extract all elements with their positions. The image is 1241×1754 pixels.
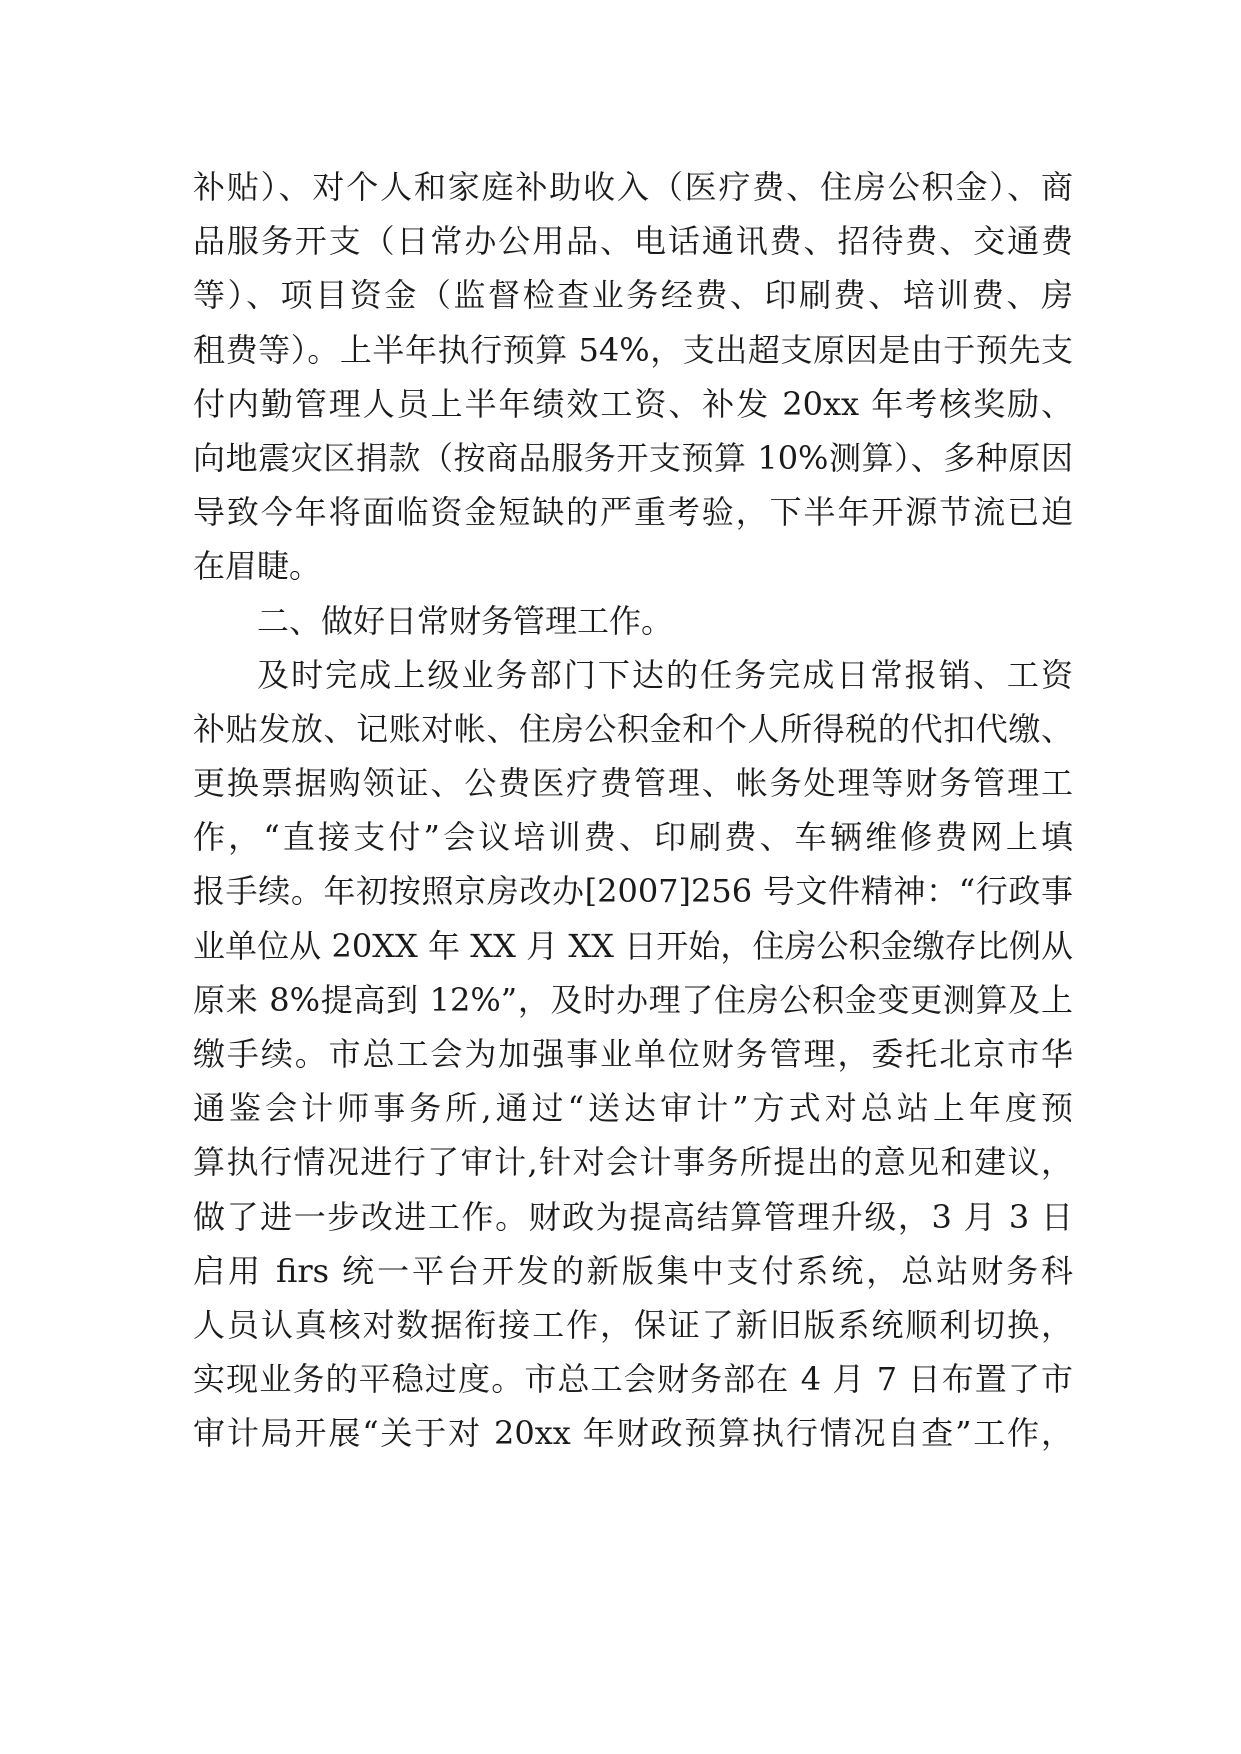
text-line: 更换票据购领证、公费医疗费管理、帐务处理等财务管理工 [193, 764, 1073, 803]
document-body [193, 160, 1073, 1461]
text-line: 补贴）、对个人和家庭补助收入（医疗费、住房公积金）、商 [193, 168, 1073, 206]
text-line: 原来 8%提高到 12%”，及时办理了住房公积金变更测算及上 [193, 980, 1073, 1019]
text-line: 补贴发放、记账对帐、住房公积金和个人所得税的代扣代缴、 [193, 709, 1073, 748]
text-line: 业单位从 20XX 年 XX 月 XX 日开始，住房公积金缴存比例从 [193, 926, 1073, 965]
text-line: 等）、项目资金（监督检查业务经费、印刷费、培训费、房 [193, 276, 1073, 315]
text-line: 品服务开支（日常办公用品、电话通讯费、招待费、交通费 [193, 222, 1073, 261]
section-heading: 二、做好日常财务管理工作。 [257, 601, 674, 640]
text-line: 付内勤管理人员上半年绩效工资、补发 20xx 年考核奖励、 [193, 384, 1073, 423]
text-line: 通鉴会计师事务所,通过“送达审计”方式对总站上年度预 [193, 1089, 1073, 1128]
text-line: 作，“直接支付”会议培训费、印刷费、车辆维修费网上填 [193, 818, 1073, 857]
text-line: 启用 firs 统一平台开发的新版集中支付系统，总站财务科 [193, 1251, 1073, 1290]
text-line: 报手续。年初按照京房改办[2007]256 号文件精神：“行政事 [193, 872, 1073, 911]
text-line: 向地震灾区捐款（按商品服务开支预算 10%测算）、多种原因 [193, 438, 1073, 477]
text-line: 人员认真核对数据衔接工作，保证了新旧版系统顺利切换， [193, 1305, 1073, 1344]
text-line: 算执行情况进行了审计,针对会计事务所提出的意见和建议， [193, 1143, 1073, 1182]
text-line: 实现业务的平稳过度。市总工会财务部在 4 月 7 日布置了市 [193, 1360, 1073, 1399]
text-line: 租费等）。上半年执行预算 54%，支出超支原因是由于预先支 [193, 330, 1073, 369]
text-line: 审计局开展“关于对 20xx 年财政预算执行情况自查”工作， [193, 1414, 1073, 1453]
text-line: 做了进一步改进工作。财政为提高结算管理升级，3 月 3 日 [193, 1197, 1073, 1236]
text-line: 导致今年将面临资金短缺的严重考验，下半年开源节流已迫 [193, 493, 1073, 532]
text-line: 及时完成上级业务部门下达的任务完成日常报销、工资 [257, 655, 1073, 694]
text-line: 缴手续。市总工会为加强事业单位财务管理，委托北京市华 [193, 1035, 1073, 1073]
text-line: 在眉睫。 [193, 547, 322, 586]
